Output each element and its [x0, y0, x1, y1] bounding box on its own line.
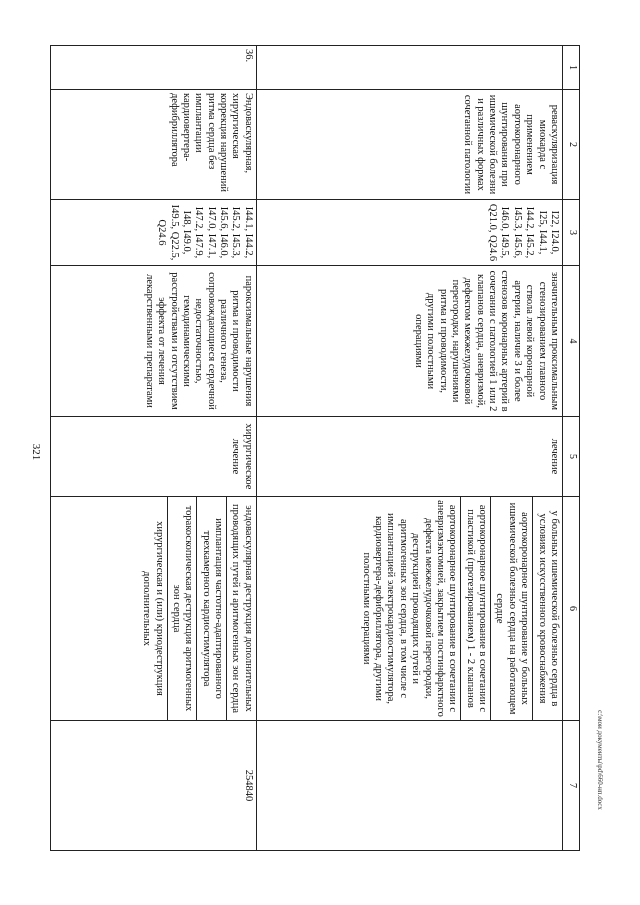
header-col-1: 1 [562, 46, 579, 90]
method-item: эндоваскулярная деструкция дополнительных проводящих путей и аритмогенных зон сердца [226, 497, 256, 720]
procedures-table [50, 45, 580, 851]
patient-model: пароксизмальные нарушения ритма и проводимости различного генеза, сопровождающиеся сердечной недостаточностью, гемодинамическими расстройствами и отсутствием эффекта от лечения лекарственными препаратами [51, 266, 257, 417]
procedure-name: реваскуляризация миокарда с применением аортокоронарного шунтирования при ишемической болезни и различных формах сочетанной патологии [256, 90, 562, 200]
header-col-3: 3 [562, 200, 579, 266]
price: 254840 [51, 721, 257, 851]
treatment-type: хирургическое лечение [51, 417, 257, 497]
method-item: аортокоронарное шунтирование у больных ишемической болезнью сердца на работающем сердце [490, 497, 532, 720]
table-row [256, 46, 562, 851]
method-item: аортокоронарное шунтирование в сочетании с пластикой (протезированием) 1 - 2 клапанов [460, 497, 490, 720]
method-item: хирургическая и (или) криодеструкция дополнительных [141, 521, 165, 696]
header-col-2: 2 [562, 90, 579, 200]
row-number: 36. [51, 46, 257, 90]
patient-model: значительным проксимальным стенозированием главного ствола левой коронарной артерии, наличие 3 и более стенозов коронарных артерий в сочетании с патологией 1 или 2 клапанов сердца, аневризмой, дефектом межжелудочковой перегородки, нарушениями ритма и проводимости, другими полостными операциями [256, 266, 562, 417]
method-item: у больных ишемической болезнью сердца в условиях искусственного кровоснабжения [532, 497, 562, 720]
header-col-7: 7 [562, 721, 579, 851]
method-item: торакоскопическая деструкция аритмогенных зон сердца [167, 497, 197, 720]
treatment-methods [256, 497, 562, 721]
header-row [562, 46, 579, 851]
header-col-5: 5 [562, 417, 579, 497]
header-col-6: 6 [562, 497, 579, 721]
price [256, 721, 562, 851]
header-col-4: 4 [562, 266, 579, 417]
rotated-table-container [50, 45, 580, 850]
method-item: аортокоронарное шунтирование в сочетании с аневризмэктомией, закрытием постинфарктного дефекта межжелудочковой перегородки, деструкцией проводящих путей и аритмогенных зон сердца, в том числе с имплантацией электрокардиостимулятора, кардиовертера-дефибриллятора, другими полостными операциями [360, 500, 459, 717]
row-number [256, 46, 562, 90]
icd-codes: I22, I24.0, I25, I44.1, I44.2, I45.2, I45.3, I45.6, I46.0, I49.5, Q21.0, Q24.6 [256, 200, 562, 266]
procedure-name: Эндоваскулярная, хирургическая коррекция нарушений ритма сердца без имплантации кардиовертера-дефибриллятора [51, 90, 257, 200]
table-row [51, 46, 257, 851]
icd-codes: I44.1, I44.2, I45.2, I45.3, I45.6, I46.0, I47.0, I47.1, I47.2, I47.9, I48, I49.0, I49.5, Q22.5, Q24.6 [51, 200, 257, 266]
method-item: имплантация частотно-адаптированного трехкамерного кардиостимулятора [196, 497, 226, 720]
treatment-methods [51, 497, 257, 721]
treatment-type: лечение [256, 417, 562, 497]
